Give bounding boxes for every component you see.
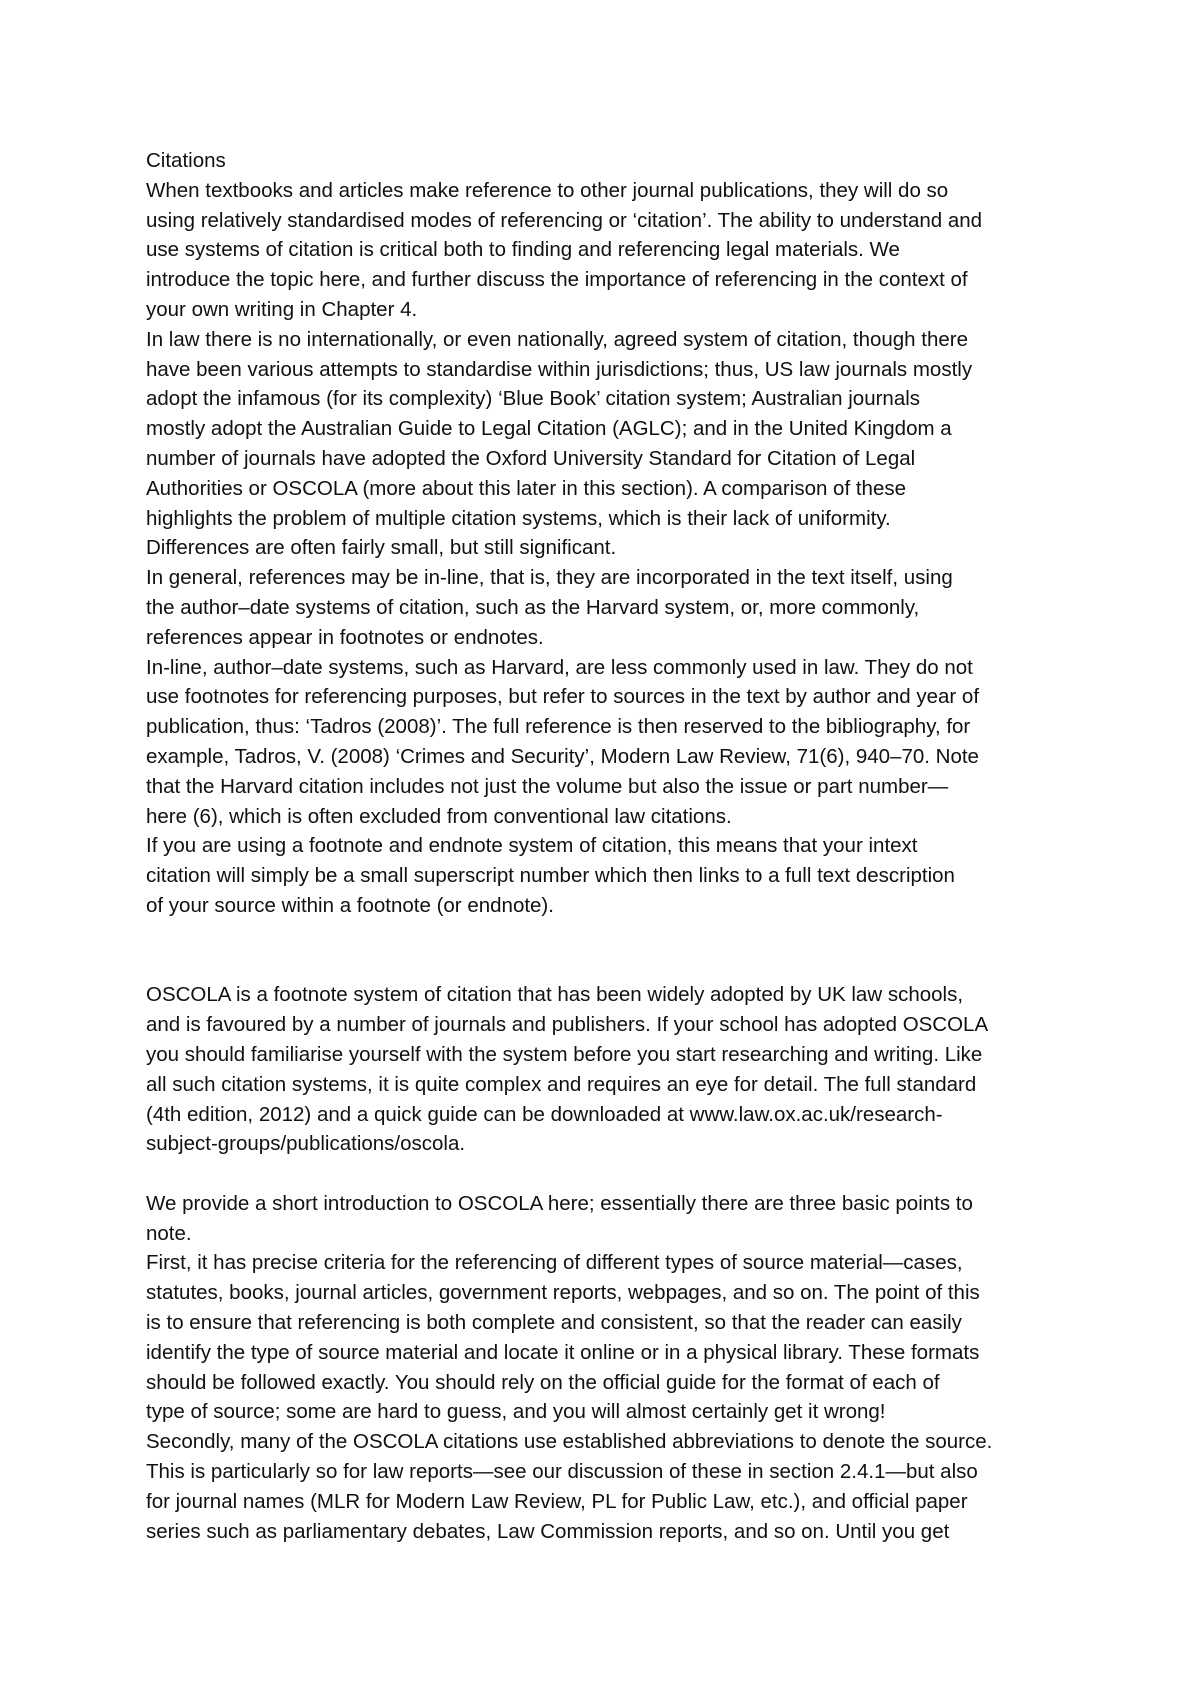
text-line: type of source; some are hard to guess, and you will almost certainly get it wrong!	[146, 1400, 886, 1424]
text-line: use systems of citation is critical both to finding and referencing legal materials. We	[146, 238, 900, 262]
text-line: note.	[146, 1221, 192, 1245]
text-line: First, it has precise criteria for the referencing of different types of source material—cases,	[146, 1251, 963, 1275]
text-line: and is favoured by a number of journals and publishers. If your school has adopted OSCOLA	[146, 1013, 989, 1037]
text-line: here (6), which is often excluded from conventional law citations.	[146, 804, 732, 828]
text-line: OSCOLA is a footnote system of citation that has been widely adopted by UK law schools,	[146, 983, 964, 1007]
blank-line	[146, 951, 1076, 981]
text-line: publication, thus: ‘Tadros (2008)’. The full reference is then reserved to the bibliography, for	[146, 715, 971, 739]
document-heading: Citations	[146, 149, 226, 172]
text-line: mostly adopt the Australian Guide to Legal Citation (AGLC); and in the United Kingdom a	[146, 417, 952, 441]
text-line: We provide a short introduction to OSCOLA here; essentially there are three basic points to	[146, 1191, 973, 1215]
text-line: should be followed exactly. You should rely on the official guide for the format of each of	[146, 1370, 940, 1394]
text-line: introduce the topic here, and further discuss the importance of referencing in the context of	[146, 268, 968, 292]
text-line: In-line, author–date systems, such as Harvard, are less commonly used in law. They do not	[146, 655, 973, 679]
text-line: you should familiarise yourself with the system before you start researching and writing. Like	[146, 1042, 983, 1066]
text-line: When textbooks and articles make reference to other journal publications, they will do so	[146, 178, 949, 202]
text-line: of your source within a footnote (or endnote).	[146, 893, 554, 917]
text-line: that the Harvard citation includes not just the volume but also the issue or part number—	[146, 774, 949, 798]
text-line: Secondly, many of the OSCOLA citations use established abbreviations to denote the source.	[146, 1430, 993, 1454]
text-line: citation will simply be a small superscript number which then links to a full text description	[146, 864, 955, 888]
text-line: In law there is no internationally, or even nationally, agreed system of citation, though there	[146, 327, 968, 351]
text-line: series such as parliamentary debates, Law Commission reports, and so on. Until you get	[146, 1519, 950, 1543]
text-line: all such citation systems, it is quite complex and requires an eye for detail. The full standard	[146, 1072, 977, 1096]
text-line: statutes, books, journal articles, government reports, webpages, and so on. The point of this	[146, 1281, 980, 1305]
text-line: identify the type of source material and locate it online or in a physical library. These formats	[146, 1340, 980, 1364]
text-line: (4th edition, 2012) and a quick guide can be downloaded at www.law.ox.ac.uk/research-	[146, 1102, 943, 1126]
text-line: subject-groups/publications/oscola.	[146, 1132, 466, 1156]
text-line: adopt the infamous (for its complexity) ‘Blue Book’ citation system; Australian journals	[146, 387, 921, 411]
text-line: In general, references may be in-line, that is, they are incorporated in the text itself, using	[146, 566, 953, 590]
text-line: your own writing in Chapter 4.	[146, 297, 418, 321]
text-line: is to ensure that referencing is both complete and consistent, so that the reader can easily	[146, 1311, 962, 1335]
blank-line	[146, 1159, 1076, 1189]
document-page	[146, 146, 1076, 1546]
text-line: example, Tadros, V. (2008) ‘Crimes and Security’, Modern Law Review, 71(6), 940–70. Note	[146, 744, 979, 768]
text-line: references appear in footnotes or endnotes.	[146, 625, 544, 649]
text-line: the author–date systems of citation, such as the Harvard system, or, more commonly,	[146, 595, 920, 619]
blank-line	[146, 921, 1076, 951]
text-line: have been various attempts to standardise within jurisdictions; thus, US law journals mostly	[146, 357, 973, 381]
text-line: If you are using a footnote and endnote system of citation, this means that your intext	[146, 834, 918, 858]
text-line: use footnotes for referencing purposes, but refer to sources in the text by author and year of	[146, 685, 980, 709]
text-line: using relatively standardised modes of referencing or ‘citation’. The ability to understand and	[146, 208, 983, 232]
text-line: Authorities or OSCOLA (more about this later in this section). A comparison of these	[146, 476, 907, 500]
text-line: Differences are often fairly small, but still significant.	[146, 536, 617, 560]
text-line: number of journals have adopted the Oxford University Standard for Citation of Legal	[146, 446, 916, 470]
text-line: highlights the problem of multiple citation systems, which is their lack of uniformity.	[146, 506, 891, 530]
text-line: This is particularly so for law reports—see our discussion of these in section 2.4.1—but also	[146, 1460, 978, 1484]
text-line: for journal names (MLR for Modern Law Review, PL for Public Law, etc.), and official paper	[146, 1489, 968, 1513]
